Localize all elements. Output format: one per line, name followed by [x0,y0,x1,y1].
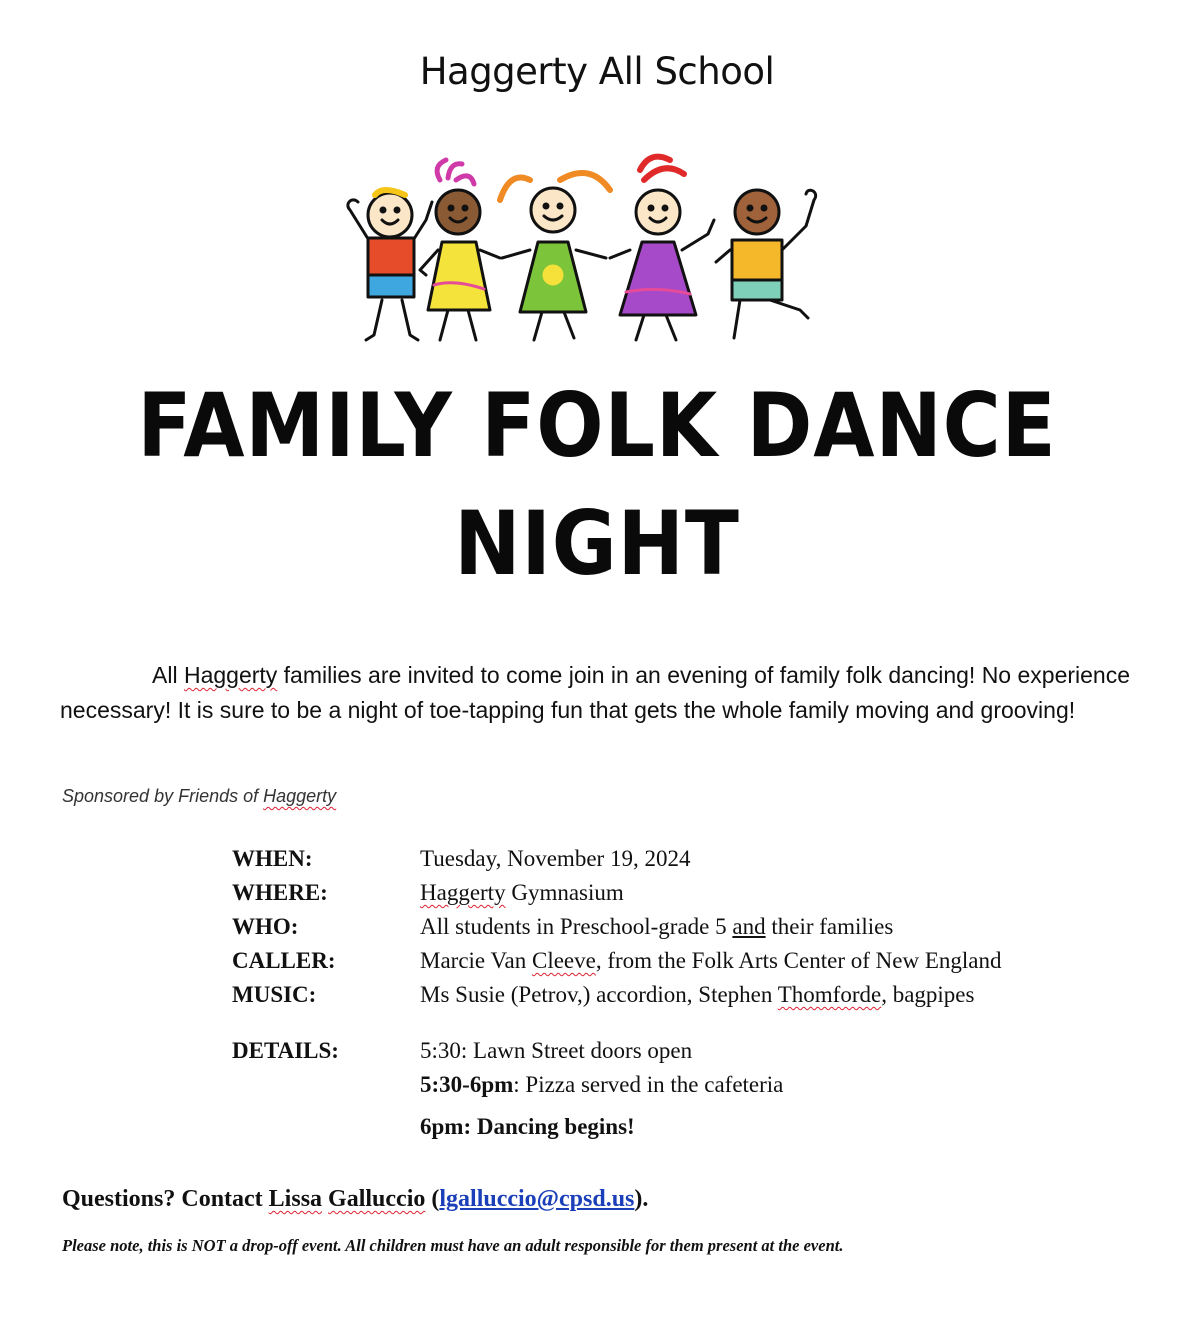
contact-last-name: Galluccio [328,1186,426,1212]
who-text-b: their families [765,914,894,939]
sponsor-name: Haggerty [263,786,337,806]
where-label: WHERE: [232,880,328,905]
caller-label: CALLER: [232,948,336,973]
music-text-a: Ms Susie (Petrov,) accordion, Stephen [420,982,778,1007]
school-name: Haggerty All School [419,50,775,93]
details-item-2-time: 5:30-6pm [420,1072,514,1097]
music-value [420,982,974,1008]
where-rest: Gymnasium [505,880,624,905]
details-item-2-text: : Pizza served in the cafeteria [513,1072,784,1097]
who-value [420,914,893,940]
contact-email-link[interactable]: lgalluccio@cpsd.us [439,1186,635,1212]
caller-text-b: , from the Folk Arts Center of New England [595,948,1002,973]
contact-open: ( [425,1186,440,1212]
details-label: DETAILS: [232,1038,339,1063]
intro-text-2: families are invited to come join in an evening of family folk dancing! No experience necessary! It is sure to be a night of toe-tapping fun that gets the whole family moving and grooving! [60,662,1131,723]
caller-name: Cleeve [531,948,596,973]
kid-1 [348,190,432,340]
event-title-line-1: FAMILY FOLK DANCE [137,374,1057,477]
event-title-line-2: NIGHT [454,492,740,595]
details-item-1: 5:30: Lawn Street doors open [420,1038,693,1063]
kid-3 [500,173,610,340]
contact-first-name: Lissa [268,1186,323,1212]
music-text-b: , bagpipes [881,982,975,1007]
where-name: Haggerty [420,880,506,905]
when-label: WHEN: [232,846,313,871]
dropoff-note: Please note, this is NOT a drop-off event. All children must have an adult responsible for them present at the event. [62,1236,844,1255]
who-label: WHO: [232,914,299,939]
contact-close: ). [634,1186,649,1212]
caller-text-a: Marcie Van [420,948,532,973]
kid-2 [420,160,500,340]
kid-5 [716,190,816,338]
sponsor-line [62,786,336,807]
contact-line [62,1186,648,1213]
kid-4 [610,157,714,340]
sponsor-prefix: Sponsored by Friends of [62,786,264,806]
who-text-a: All students in Preschool-grade 5 [420,914,733,939]
details-item-3: 6pm: Dancing begins! [420,1114,635,1139]
intro-haggerty: Haggerty [183,662,278,688]
music-label: MUSIC: [232,982,317,1007]
music-name: Thomforde [777,982,882,1007]
who-and: and [732,914,766,939]
dancing-children-illustration [330,150,890,360]
details-item-2 [420,1072,783,1098]
when-value: Tuesday, November 19, 2024 [420,846,691,871]
caller-value [420,948,1001,974]
where-value [420,880,624,906]
contact-prefix: Questions? Contact [62,1186,269,1212]
intro-text-1: All [152,662,184,688]
intro-paragraph [60,658,1150,728]
